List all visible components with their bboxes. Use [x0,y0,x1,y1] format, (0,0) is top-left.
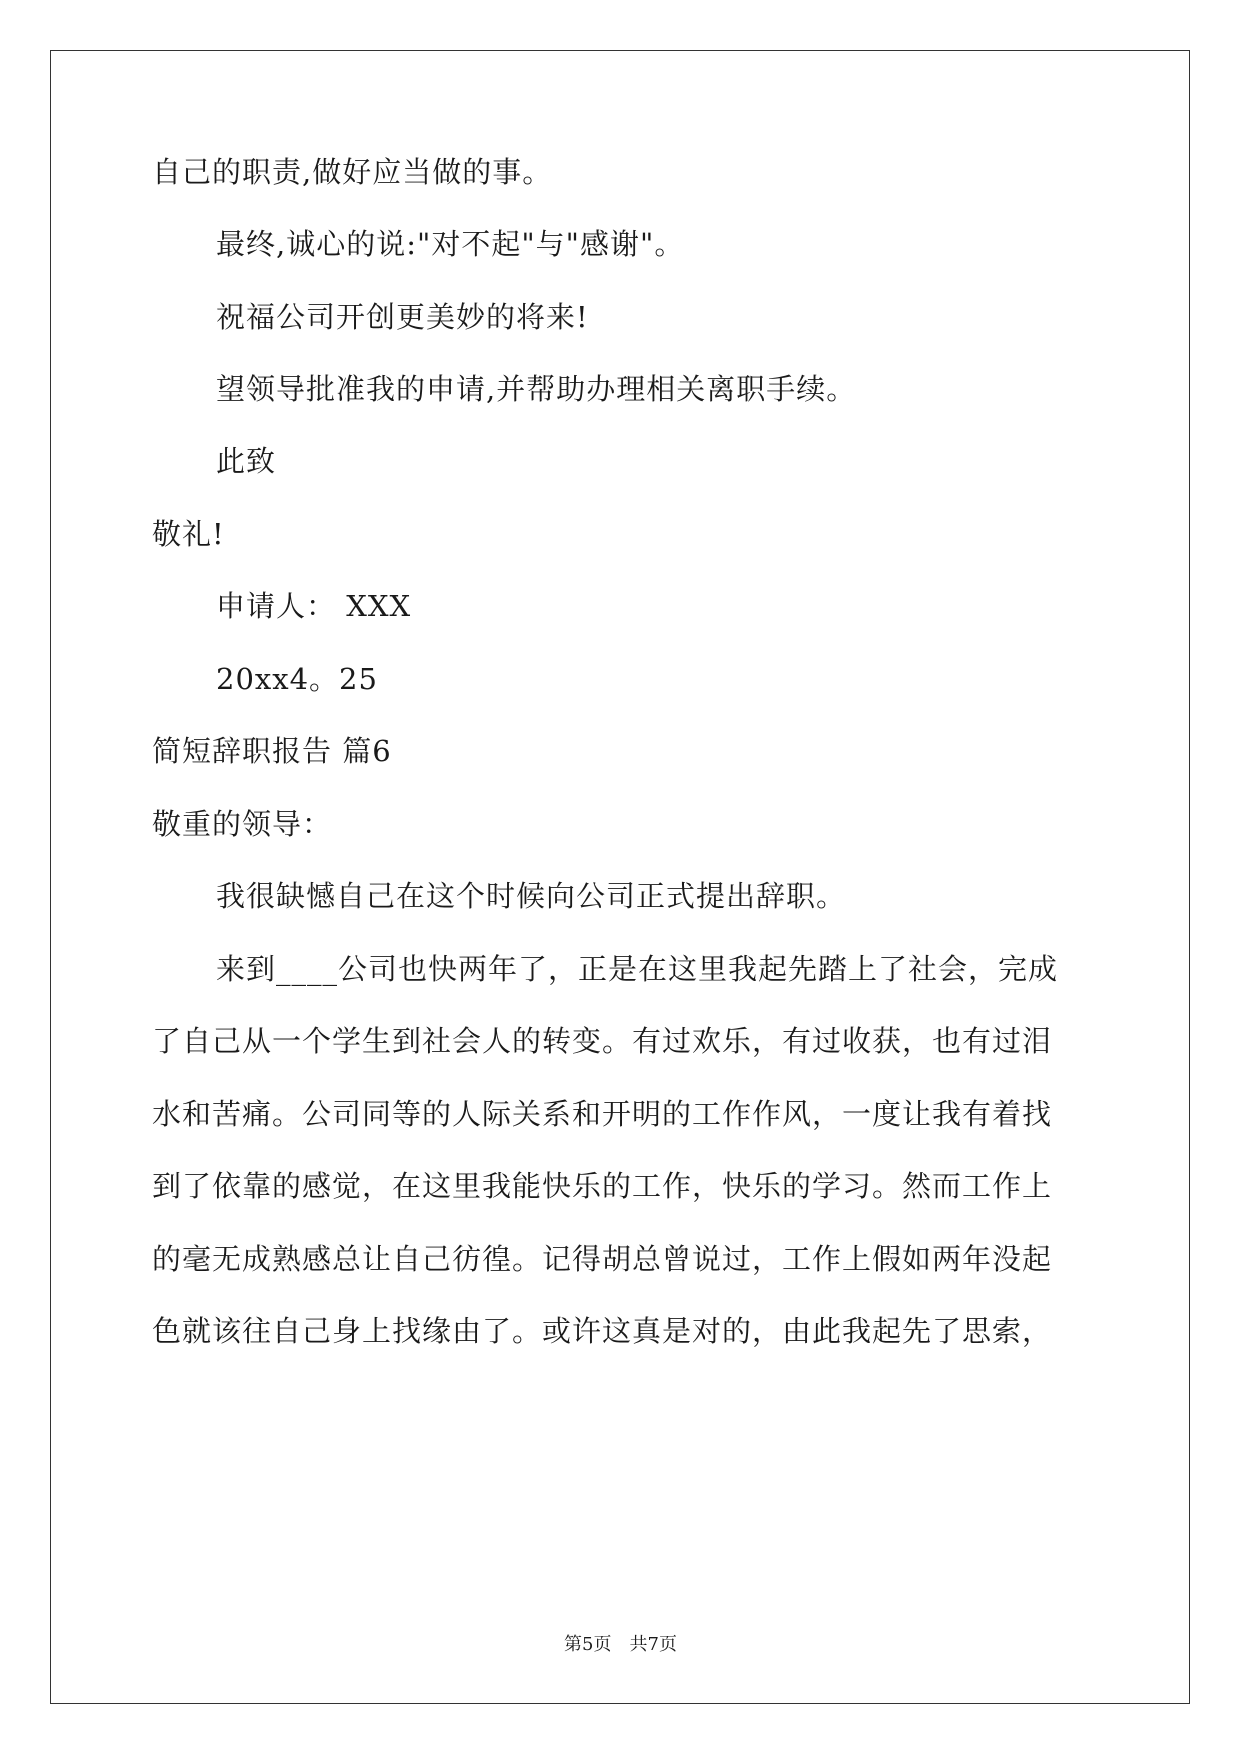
paragraph-line: 祝福公司开创更美妙的将来! [216,300,589,334]
page-number-footer: 第5页 共7页 [564,1634,677,1655]
letter-date: 20xx4。25 [216,662,378,696]
applicant-signature: 申请人： XXX [216,589,412,623]
paragraph-line: 的毫无成熟感总让自己彷徨。记得胡总曾说过，工作上假如两年没起 [152,1242,1053,1276]
paragraph-line: 来到____公司也快两年了，正是在这里我起先踏上了社会，完成 [216,952,1059,986]
paragraph-line: 望领导批准我的申请,并帮助办理相关离职手续。 [216,372,857,406]
closing-regards: 敬礼! [152,517,225,551]
closing-salutation: 此致 [216,444,277,478]
greeting: 敬重的领导： [152,807,333,841]
paragraph-line: 我很缺憾自己在这个时候向公司正式提出辞职。 [216,879,847,913]
paragraph-line: 到了依靠的感觉，在这里我能快乐的工作，快乐的学习。然而工作上 [152,1169,1053,1203]
paragraph-line: 自己的职责,做好应当做的事。 [152,155,553,189]
paragraph-line: 水和苦痛。公司同等的人际关系和开明的工作作风，一度让我有着找 [152,1097,1053,1131]
paragraph-line: 最终,诚心的说:"对不起"与"感谢"。 [216,227,685,261]
paragraph-line: 了自己从一个学生到社会人的转变。有过欢乐，有过收获，也有过泪 [152,1024,1053,1058]
section-heading: 简短辞职报告 篇6 [152,734,392,768]
paragraph-line: 色就该往自己身上找缘由了。或许这真是对的，由此我起先了思索， [152,1314,1053,1348]
